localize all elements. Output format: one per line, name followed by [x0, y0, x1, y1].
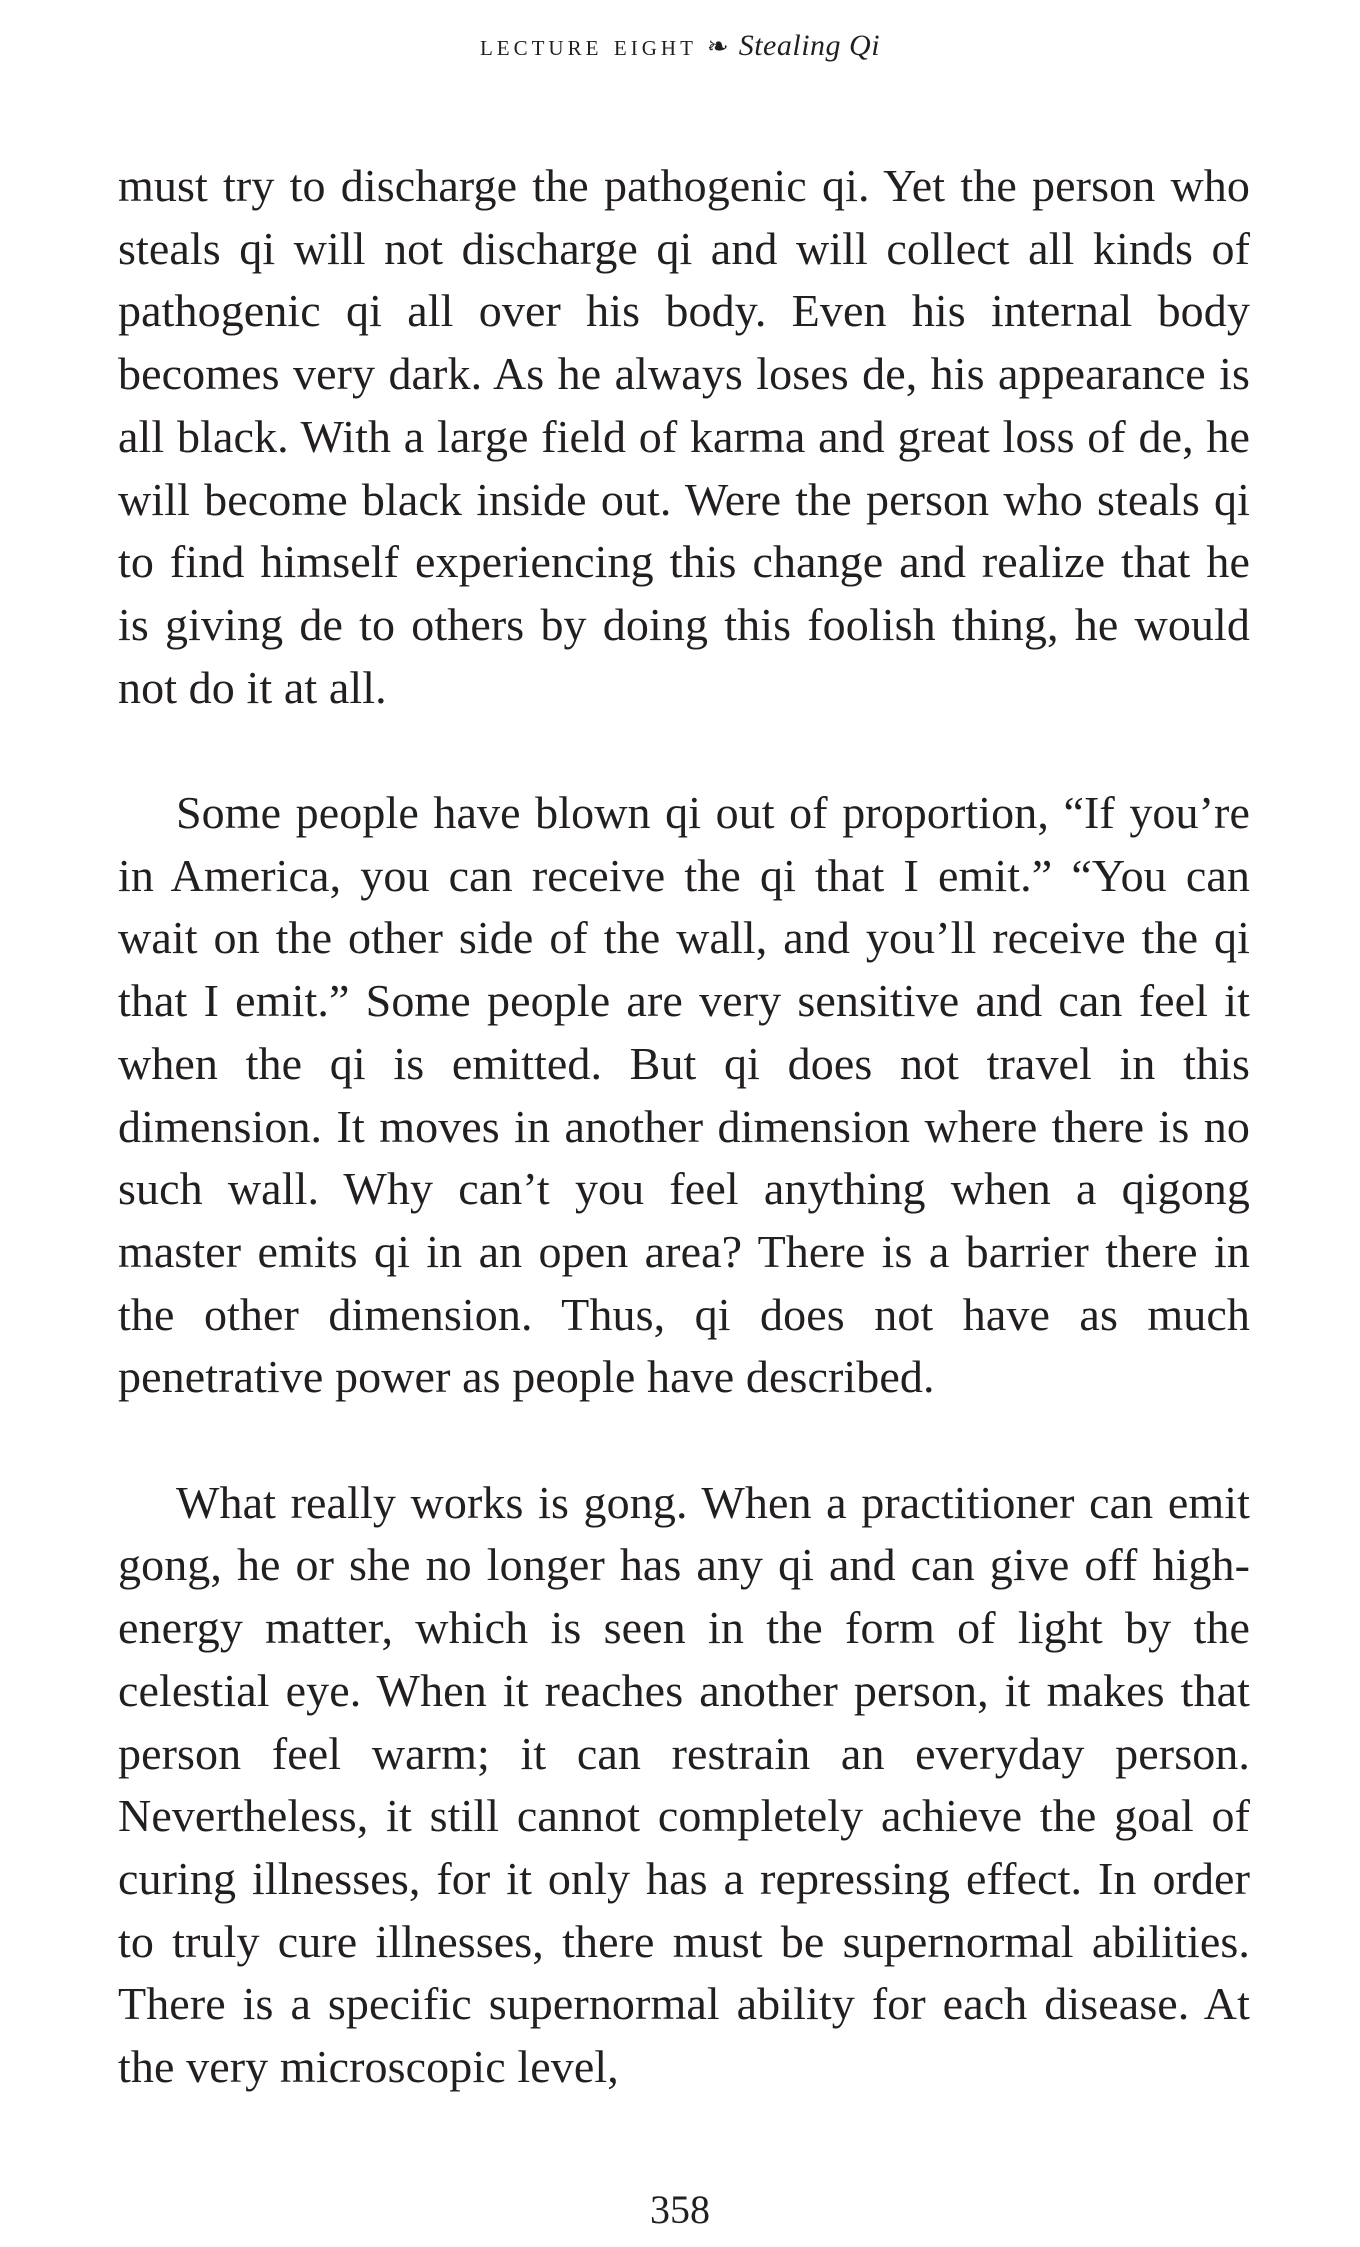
paragraph: What really works is gong. When a practitioner can emit gong, he or she no longer has any qi and can give off high-energy matter, which is seen in the form of light by the celestial eye. When it reaches another person, it makes that person feel warm; it can restrain an everyday person. Nevertheless, it still cannot completely achieve the goal of curing illnesses, for it only has a repressing effect. In order to truly cure illnesses, there must be supernormal abilities. There is a specific supernormal ability for each disease. At the very microscopic level,	[118, 1476, 1250, 2093]
fleuron-icon: ❧	[706, 32, 729, 61]
paragraph-continued: must try to discharge the pathogenic qi. Yet the person who steals qi will not discharge qi and will collect all kinds of pathogenic qi all over his body. Even his internal body becomes very dark. As he always loses de, his appearance is all black. With a large field of karma and great loss of de, he will become black inside out. Were the person who steals qi to find himself experiencing this change and realize that he is giving de to others by doing this foolish thing, he would not do it at all.	[118, 160, 1250, 713]
body-text	[118, 155, 1250, 2099]
paragraph: Some people have blown qi out of proportion, “If you’re in America, you can receive the qi that I emit.” “You can wait on the other side of the wall, and you’ll receive the qi that I emit.” Some people are very sensitive and can feel it when the qi is emitted. But qi does not travel in this dimension. It moves in another dimension where there is no such wall. Why can’t you feel anything when a qigong master emits qi in an open area? There is a barrier there in the other dimension. Thus, qi does not have as much penetrative power as people have described.	[118, 787, 1250, 1403]
page-number: 358	[650, 2187, 710, 2232]
section-label: lecture eight	[479, 29, 697, 62]
chapter-title: Stealing Qi	[738, 29, 881, 62]
running-header	[0, 26, 1360, 67]
